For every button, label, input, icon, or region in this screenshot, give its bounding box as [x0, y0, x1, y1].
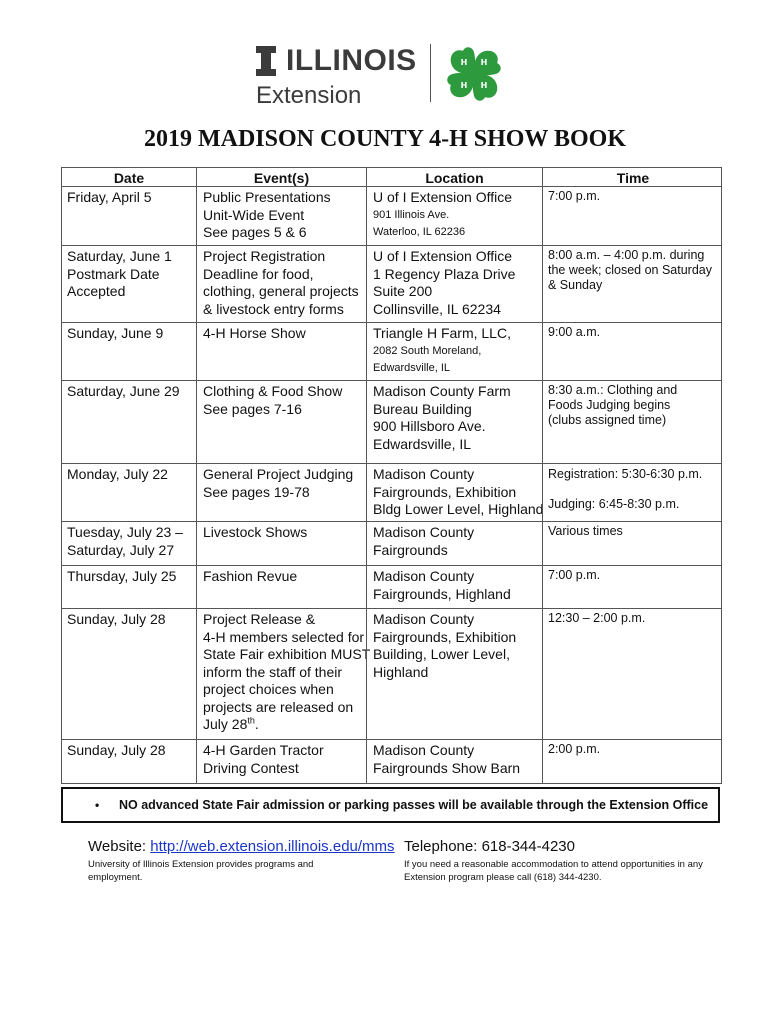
- location-line: U of I Extension Office: [373, 189, 513, 205]
- location-line: Waterloo, IL 62236: [373, 226, 466, 238]
- svg-text:H: H: [480, 58, 488, 67]
- row-location: [366, 522, 542, 565]
- location-line: U of I Extension Office: [373, 248, 513, 264]
- location-line: Edwardsville, IL: [373, 435, 472, 452]
- location-line: Collinsville, IL 62234: [373, 300, 501, 317]
- location-line: Fairgrounds, Exhibition: [373, 628, 517, 645]
- row-time: [542, 381, 723, 463]
- row-date: [62, 381, 196, 463]
- date-line: Thursday, July 25: [67, 568, 177, 584]
- location-line: Suite 200: [373, 283, 433, 299]
- logo-subtitle: Extension: [256, 82, 362, 109]
- row-event: [196, 246, 366, 322]
- table-row: [61, 522, 722, 566]
- date-line: Friday, April 5: [67, 189, 152, 205]
- schedule-table: [61, 167, 722, 784]
- row-location: [366, 464, 542, 521]
- location-line: 900 Hillsboro Ave.: [373, 418, 486, 434]
- table-row: [61, 740, 722, 784]
- svg-text:H: H: [480, 81, 488, 90]
- row-time: [542, 464, 723, 521]
- time-line: Registration: 5:30-6:30 p.m.: [548, 467, 703, 481]
- bullet-icon: •: [95, 798, 100, 812]
- time-line: 7:00 p.m.: [548, 189, 601, 203]
- event-line: Livestock Shows: [203, 524, 308, 540]
- row-event: [196, 187, 366, 245]
- table-row: [61, 464, 722, 522]
- event-line: General Project Judging: [203, 466, 354, 482]
- row-date: [62, 323, 196, 380]
- time-line: the week; closed on Saturday: [548, 263, 712, 277]
- date-line: Saturday, June 1: [67, 248, 172, 264]
- illinois-block-i-icon: [256, 46, 276, 76]
- row-event: [196, 522, 366, 565]
- location-line: Madison County Farm: [373, 383, 511, 399]
- location-line: Madison County: [373, 466, 475, 482]
- event-line: 4-H members selected for: [203, 628, 365, 645]
- time-line: & Sunday: [548, 278, 603, 292]
- table-row: [61, 381, 722, 464]
- row-location: [366, 323, 542, 380]
- location-line: Edwardsville, IL: [373, 362, 451, 374]
- row-date: [62, 246, 196, 322]
- svg-text:H: H: [460, 81, 468, 90]
- event-line: Project Release &: [203, 611, 316, 627]
- event-date-text: July 28: [203, 716, 248, 732]
- location-line: Bureau Building: [373, 400, 472, 417]
- row-location: [366, 566, 542, 608]
- event-line: inform the staff of their: [203, 663, 343, 680]
- row-event: [196, 323, 366, 380]
- row-time: [542, 522, 723, 565]
- date-line: Sunday, July 28: [67, 611, 166, 627]
- table-row: [61, 609, 722, 740]
- page-title: 2019 MADISON COUNTY 4-H SHOW BOOK: [143, 126, 627, 152]
- svg-text:H: H: [460, 58, 468, 67]
- row-time: [542, 609, 723, 739]
- event-period: .: [254, 716, 259, 732]
- time-line: 2:00 p.m.: [548, 742, 601, 756]
- event-line: Project Registration: [203, 248, 326, 264]
- footer-right-note: If you need a reasonable accommodation to attend opportunities in any Extension program please call (618) 344-4230.: [404, 859, 703, 883]
- row-location: [366, 740, 542, 783]
- date-line: Saturday, July 27: [67, 541, 175, 558]
- row-event: [196, 740, 366, 783]
- event-line: See pages 7-16: [203, 400, 302, 417]
- date-line: Sunday, July 28: [67, 742, 166, 758]
- event-line: See pages 5 & 6: [203, 224, 307, 240]
- row-date: [62, 522, 196, 565]
- date-line: Accepted: [67, 283, 126, 299]
- row-time: [542, 323, 723, 380]
- row-time: [542, 187, 723, 245]
- event-line: [203, 716, 366, 734]
- website-label: Website:: [88, 838, 151, 855]
- location-line: 901 Illinois Ave.: [373, 208, 450, 221]
- location-line: Highland: [373, 663, 429, 680]
- date-line: Postmark Date: [67, 265, 160, 282]
- location-line: Madison County: [373, 742, 475, 758]
- header-date: Date: [113, 170, 145, 186]
- location-line: 2082 South Moreland,: [373, 344, 482, 357]
- four-h-clover-icon: [444, 44, 504, 104]
- row-event: [196, 381, 366, 463]
- time-line: 12:30 – 2:00 p.m.: [548, 611, 646, 625]
- row-event: [196, 566, 366, 608]
- row-date: [62, 566, 196, 608]
- website-link[interactable]: http://web.extension.illinois.edu/mms: [150, 838, 395, 855]
- event-line: See pages 19-78: [203, 483, 310, 500]
- header-time: Time: [542, 168, 723, 186]
- event-line: Fashion Revue: [203, 568, 298, 584]
- date-line: Sunday, June 9: [67, 325, 164, 341]
- event-line: projects are released on: [203, 698, 354, 715]
- location-line: Madison County: [373, 611, 475, 627]
- notice-text: NO advanced State Fair admission or parking passes will be available through the Extension Office: [119, 798, 709, 812]
- date-line: Tuesday, July 23 –: [67, 524, 183, 540]
- time-line: Various times: [548, 524, 623, 538]
- table-row: [61, 566, 722, 609]
- event-line: 4-H Horse Show: [203, 325, 306, 341]
- row-event: [196, 609, 371, 739]
- location-line: Fairgrounds: [373, 541, 448, 558]
- event-line: Public Presentations: [203, 189, 331, 205]
- time-line: 7:00 p.m.: [548, 568, 601, 582]
- row-time: [542, 246, 723, 322]
- location-line: Madison County: [373, 524, 475, 540]
- time-line: (clubs assigned time): [548, 413, 667, 427]
- date-line: Saturday, June 29: [67, 383, 180, 399]
- location-line: Bldg Lower Level, Highland: [373, 501, 544, 517]
- row-event: [196, 464, 366, 521]
- row-date: [62, 464, 196, 521]
- event-line: Deadline for food,: [203, 265, 314, 282]
- time-line: 9:00 a.m.: [548, 325, 601, 339]
- location-line: Triangle H Farm, LLC,: [373, 325, 511, 341]
- event-line: State Fair exhibition MUST: [203, 646, 371, 662]
- row-date: [62, 740, 196, 783]
- footer-website: [88, 838, 395, 855]
- logo-wordmark: ILLINOIS: [286, 44, 417, 77]
- ordinal-suffix: th: [247, 715, 255, 726]
- event-line: 4-H Garden Tractor: [203, 742, 324, 758]
- time-line: Judging: 6:45-8:30 p.m.: [548, 497, 680, 511]
- logo-divider: [430, 44, 431, 102]
- location-line: Fairgrounds, Highland: [373, 585, 511, 602]
- location-line: Building, Lower Level,: [373, 646, 510, 662]
- date-line: Monday, July 22: [67, 466, 168, 482]
- location-line: Fairgrounds Show Barn: [373, 759, 521, 776]
- event-line: Clothing & Food Show: [203, 383, 343, 399]
- row-time: [542, 566, 723, 608]
- row-location: [366, 609, 542, 739]
- table-header-row: [61, 168, 722, 187]
- time-line: 8:30 a.m.: Clothing and: [548, 383, 678, 397]
- time-line: Foods Judging begins: [548, 398, 671, 412]
- location-line: Fairgrounds, Exhibition: [373, 483, 517, 500]
- row-location: [366, 381, 542, 463]
- event-line: clothing, general projects: [203, 283, 359, 299]
- event-line: project choices when: [203, 681, 334, 697]
- row-location: [366, 246, 542, 322]
- footer-left-note: University of Illinois Extension provides programs and employment.: [88, 859, 314, 883]
- event-line: Unit-Wide Event: [203, 206, 305, 223]
- row-date: [62, 187, 196, 245]
- table-row: [61, 246, 722, 323]
- time-line: 8:00 a.m. – 4:00 p.m. during: [548, 248, 705, 262]
- row-time: [542, 740, 723, 783]
- event-line: & livestock entry forms: [203, 300, 344, 317]
- table-row: [61, 323, 722, 381]
- row-date: [62, 609, 196, 739]
- event-line: Driving Contest: [203, 759, 299, 776]
- location-line: 1 Regency Plaza Drive: [373, 265, 516, 282]
- row-location: [366, 187, 542, 245]
- notice-box: [61, 787, 720, 823]
- footer-telephone: Telephone: 618-344-4230: [404, 838, 575, 855]
- header-events: Event(s): [196, 168, 366, 186]
- header-location: Location: [366, 168, 542, 186]
- table-row: [61, 187, 722, 246]
- location-line: Madison County: [373, 568, 475, 584]
